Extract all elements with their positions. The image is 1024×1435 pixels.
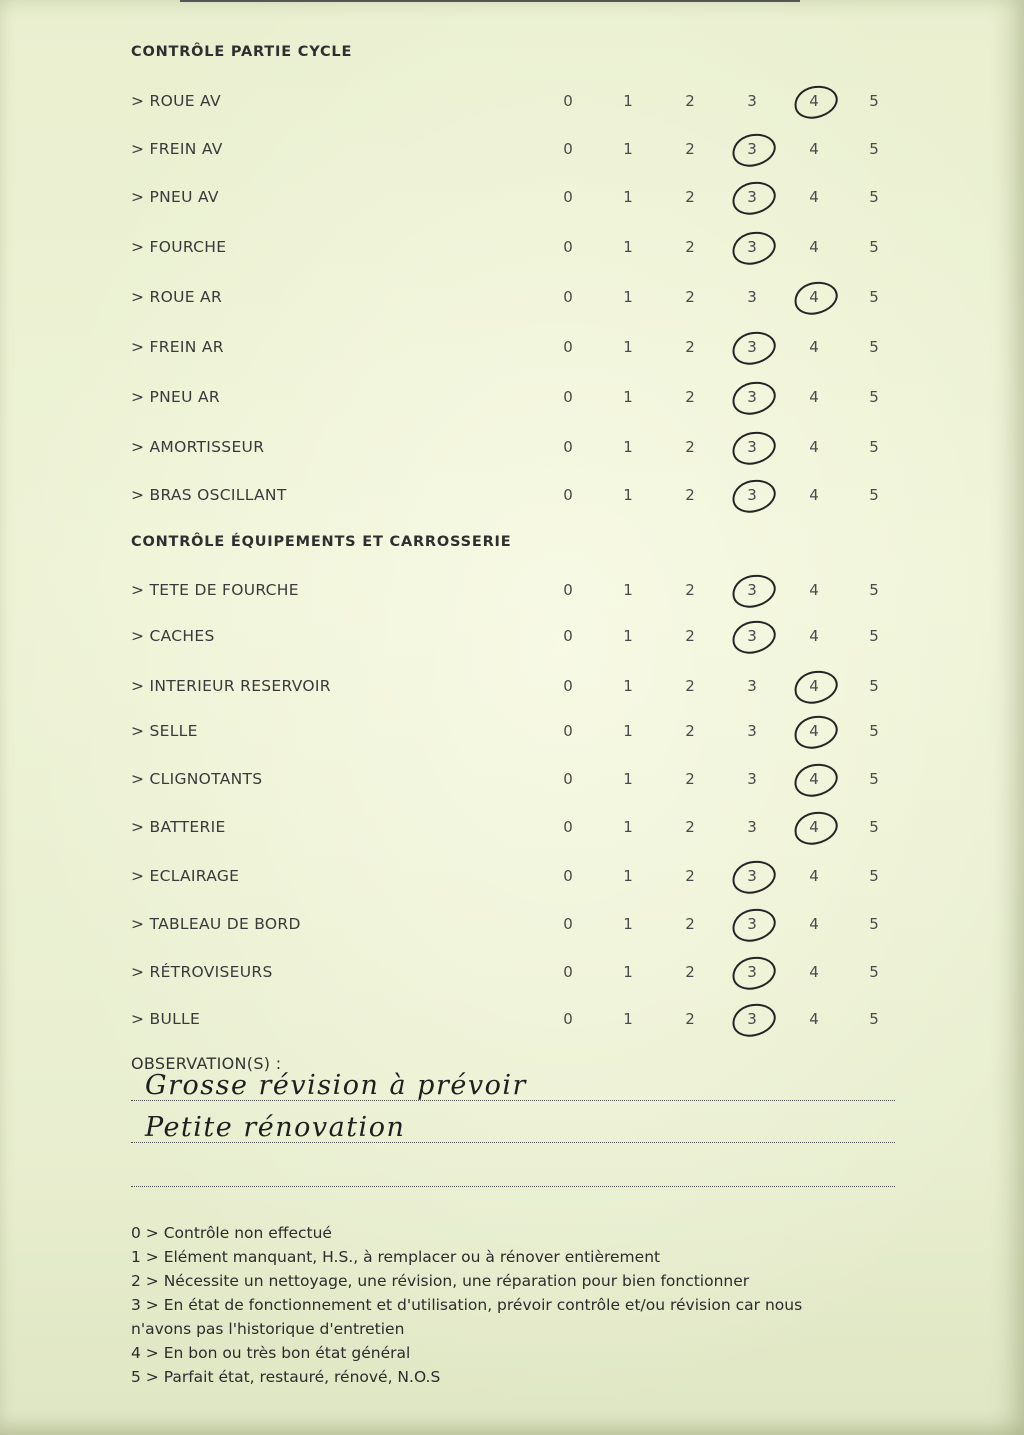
rating-row xyxy=(0,575,1024,605)
top-edge-line xyxy=(180,0,800,2)
row-label: > TABLEAU DE BORD xyxy=(131,915,301,933)
score-option-2: 2 xyxy=(685,867,695,885)
rating-row xyxy=(0,332,1024,362)
legend-line-4: 4 > En bon ou très bon état général xyxy=(131,1344,411,1362)
rating-circle-mark xyxy=(729,428,779,468)
score-option-5: 5 xyxy=(869,92,879,110)
rating-circle-mark xyxy=(791,808,841,848)
score-option-0: 0 xyxy=(563,722,573,740)
score-option-1: 1 xyxy=(623,627,633,645)
observations-label: OBSERVATION(S) : xyxy=(131,1054,282,1073)
score-option-5: 5 xyxy=(869,963,879,981)
observation-line-3 xyxy=(131,1186,895,1187)
rating-circle-mark xyxy=(729,328,779,368)
score-option-0: 0 xyxy=(563,140,573,158)
score-option-0: 0 xyxy=(563,581,573,599)
rating-circle-mark xyxy=(791,667,841,707)
score-option-0: 0 xyxy=(563,963,573,981)
score-option-2: 2 xyxy=(685,627,695,645)
score-option-2: 2 xyxy=(685,1010,695,1028)
score-option-0: 0 xyxy=(563,867,573,885)
score-option-1: 1 xyxy=(623,677,633,695)
legend-line-5: 5 > Parfait état, restauré, rénové, N.O.S xyxy=(131,1368,441,1386)
score-option-5: 5 xyxy=(869,486,879,504)
rating-circle-mark xyxy=(729,178,779,218)
score-option-5: 5 xyxy=(869,627,879,645)
row-label: > AMORTISSEUR xyxy=(131,438,265,456)
score-option-0: 0 xyxy=(563,338,573,356)
score-option-2: 2 xyxy=(685,238,695,256)
score-option-4: 4 xyxy=(809,486,819,504)
rating-row xyxy=(0,861,1024,891)
row-label: > BATTERIE xyxy=(131,818,226,836)
score-option-3: 3 xyxy=(747,915,757,933)
rating-circle-mark xyxy=(729,130,779,170)
score-option-1: 1 xyxy=(623,388,633,406)
score-option-3: 3 xyxy=(747,770,757,788)
score-option-1: 1 xyxy=(623,486,633,504)
score-option-3: 3 xyxy=(747,92,757,110)
score-option-0: 0 xyxy=(563,770,573,788)
rating-row xyxy=(0,671,1024,701)
rating-circle-mark xyxy=(729,857,779,897)
score-option-4: 4 xyxy=(809,963,819,981)
score-option-4: 4 xyxy=(809,915,819,933)
score-option-3: 3 xyxy=(747,581,757,599)
score-option-2: 2 xyxy=(685,438,695,456)
legend-line-0: 0 > Contrôle non effectué xyxy=(131,1224,332,1242)
score-option-3: 3 xyxy=(747,818,757,836)
score-option-5: 5 xyxy=(869,388,879,406)
score-option-2: 2 xyxy=(685,818,695,836)
legend-line-2: 2 > Nécessite un nettoyage, une révision, une réparation pour bien fonctionner xyxy=(131,1272,750,1290)
row-label: > PNEU AR xyxy=(131,388,220,406)
score-option-5: 5 xyxy=(869,338,879,356)
score-option-1: 1 xyxy=(623,238,633,256)
score-option-3: 3 xyxy=(747,288,757,306)
rating-row xyxy=(0,432,1024,462)
rating-row xyxy=(0,621,1024,651)
rating-row xyxy=(0,764,1024,794)
score-option-2: 2 xyxy=(685,486,695,504)
score-option-5: 5 xyxy=(869,438,879,456)
score-option-1: 1 xyxy=(623,722,633,740)
row-label: > FOURCHE xyxy=(131,238,227,256)
score-option-4: 4 xyxy=(809,140,819,158)
score-option-2: 2 xyxy=(685,770,695,788)
score-option-0: 0 xyxy=(563,1010,573,1028)
score-option-5: 5 xyxy=(869,915,879,933)
row-label: > PNEU AV xyxy=(131,188,219,206)
score-option-4: 4 xyxy=(809,627,819,645)
score-option-4: 4 xyxy=(809,388,819,406)
score-option-4: 4 xyxy=(809,438,819,456)
row-label: > TETE DE FOURCHE xyxy=(131,581,299,599)
rating-row xyxy=(0,232,1024,262)
score-option-3: 3 xyxy=(747,140,757,158)
score-option-0: 0 xyxy=(563,438,573,456)
score-option-4: 4 xyxy=(809,770,819,788)
score-option-4: 4 xyxy=(809,338,819,356)
score-option-1: 1 xyxy=(623,438,633,456)
score-option-5: 5 xyxy=(869,1010,879,1028)
rating-row xyxy=(0,812,1024,842)
score-option-1: 1 xyxy=(623,338,633,356)
legend-line-3-continued: n'avons pas l'historique d'entretien xyxy=(131,1320,405,1338)
score-option-5: 5 xyxy=(869,677,879,695)
score-option-1: 1 xyxy=(623,770,633,788)
score-option-2: 2 xyxy=(685,288,695,306)
row-label: > CLIGNOTANTS xyxy=(131,770,263,788)
row-label: > CACHES xyxy=(131,627,215,645)
score-option-2: 2 xyxy=(685,581,695,599)
score-option-5: 5 xyxy=(869,867,879,885)
row-label: > BRAS OSCILLANT xyxy=(131,486,287,504)
rating-circle-mark xyxy=(791,712,841,752)
score-option-3: 3 xyxy=(747,388,757,406)
score-option-1: 1 xyxy=(623,92,633,110)
row-label: > INTERIEUR RESERVOIR xyxy=(131,677,331,695)
score-option-3: 3 xyxy=(747,722,757,740)
score-option-3: 3 xyxy=(747,867,757,885)
score-option-1: 1 xyxy=(623,963,633,981)
score-option-3: 3 xyxy=(747,238,757,256)
score-option-4: 4 xyxy=(809,238,819,256)
score-option-3: 3 xyxy=(747,627,757,645)
score-option-1: 1 xyxy=(623,188,633,206)
score-option-0: 0 xyxy=(563,288,573,306)
score-option-0: 0 xyxy=(563,818,573,836)
score-option-0: 0 xyxy=(563,238,573,256)
score-option-1: 1 xyxy=(623,140,633,158)
section-title-equipment: CONTRÔLE ÉQUIPEMENTS ET CARROSSERIE xyxy=(131,534,512,550)
score-option-4: 4 xyxy=(809,581,819,599)
score-option-4: 4 xyxy=(809,867,819,885)
score-option-0: 0 xyxy=(563,677,573,695)
rating-circle-mark xyxy=(729,617,779,657)
score-option-1: 1 xyxy=(623,288,633,306)
score-option-4: 4 xyxy=(809,188,819,206)
rating-row xyxy=(0,480,1024,510)
rating-row xyxy=(0,134,1024,164)
score-option-5: 5 xyxy=(869,238,879,256)
rating-circle-mark xyxy=(729,1000,779,1040)
score-option-5: 5 xyxy=(869,288,879,306)
score-option-2: 2 xyxy=(685,388,695,406)
rating-circle-mark xyxy=(791,82,841,122)
score-option-1: 1 xyxy=(623,1010,633,1028)
score-option-1: 1 xyxy=(623,867,633,885)
score-option-2: 2 xyxy=(685,140,695,158)
legend-line-1: 1 > Elément manquant, H.S., à remplacer ou à rénover entièrement xyxy=(131,1248,661,1266)
rating-row xyxy=(0,182,1024,212)
score-option-0: 0 xyxy=(563,188,573,206)
score-option-1: 1 xyxy=(623,915,633,933)
rating-circle-mark xyxy=(729,476,779,516)
score-option-2: 2 xyxy=(685,338,695,356)
rating-circle-mark xyxy=(729,378,779,418)
score-option-3: 3 xyxy=(747,677,757,695)
score-option-0: 0 xyxy=(563,915,573,933)
rating-circle-mark xyxy=(729,228,779,268)
legend-line-3: 3 > En état de fonctionnement et d'utilisation, prévoir contrôle et/ou révision car nous xyxy=(131,1296,803,1314)
score-option-5: 5 xyxy=(869,770,879,788)
score-option-2: 2 xyxy=(685,92,695,110)
score-option-4: 4 xyxy=(809,1010,819,1028)
score-option-3: 3 xyxy=(747,188,757,206)
row-label: > ECLAIRAGE xyxy=(131,867,240,885)
score-option-4: 4 xyxy=(809,92,819,110)
observation-text-2: Petite rénovation xyxy=(145,1112,406,1143)
score-option-2: 2 xyxy=(685,963,695,981)
score-option-3: 3 xyxy=(747,963,757,981)
score-option-2: 2 xyxy=(685,188,695,206)
rating-circle-mark xyxy=(791,760,841,800)
rating-circle-mark xyxy=(729,953,779,993)
score-option-0: 0 xyxy=(563,486,573,504)
row-label: > SELLE xyxy=(131,722,198,740)
score-option-5: 5 xyxy=(869,818,879,836)
score-option-4: 4 xyxy=(809,722,819,740)
row-label: > ROUE AV xyxy=(131,92,221,110)
row-label: > ROUE AR xyxy=(131,288,223,306)
row-label: > FREIN AR xyxy=(131,338,224,356)
rating-circle-mark xyxy=(729,905,779,945)
rating-row xyxy=(0,1004,1024,1034)
score-option-3: 3 xyxy=(747,438,757,456)
score-option-5: 5 xyxy=(869,722,879,740)
score-option-4: 4 xyxy=(809,818,819,836)
rating-row xyxy=(0,716,1024,746)
score-option-1: 1 xyxy=(623,581,633,599)
score-option-2: 2 xyxy=(685,722,695,740)
rating-row xyxy=(0,86,1024,116)
observation-text-1: Grosse révision à prévoir xyxy=(145,1070,527,1101)
rating-row xyxy=(0,282,1024,312)
score-option-3: 3 xyxy=(747,338,757,356)
score-option-5: 5 xyxy=(869,581,879,599)
rating-row xyxy=(0,382,1024,412)
score-option-0: 0 xyxy=(563,388,573,406)
score-option-4: 4 xyxy=(809,288,819,306)
rating-circle-mark xyxy=(729,571,779,611)
row-label: > RÉTROVISEURS xyxy=(131,963,273,981)
score-option-1: 1 xyxy=(623,818,633,836)
row-label: > FREIN AV xyxy=(131,140,223,158)
rating-row xyxy=(0,957,1024,987)
section-title-cycle: CONTRÔLE PARTIE CYCLE xyxy=(131,44,353,60)
score-option-0: 0 xyxy=(563,92,573,110)
rating-circle-mark xyxy=(791,278,841,318)
score-option-4: 4 xyxy=(809,677,819,695)
score-option-5: 5 xyxy=(869,188,879,206)
score-option-5: 5 xyxy=(869,140,879,158)
row-label: > BULLE xyxy=(131,1010,201,1028)
rating-row xyxy=(0,909,1024,939)
score-option-0: 0 xyxy=(563,627,573,645)
score-option-2: 2 xyxy=(685,677,695,695)
score-option-3: 3 xyxy=(747,1010,757,1028)
score-option-3: 3 xyxy=(747,486,757,504)
score-option-2: 2 xyxy=(685,915,695,933)
